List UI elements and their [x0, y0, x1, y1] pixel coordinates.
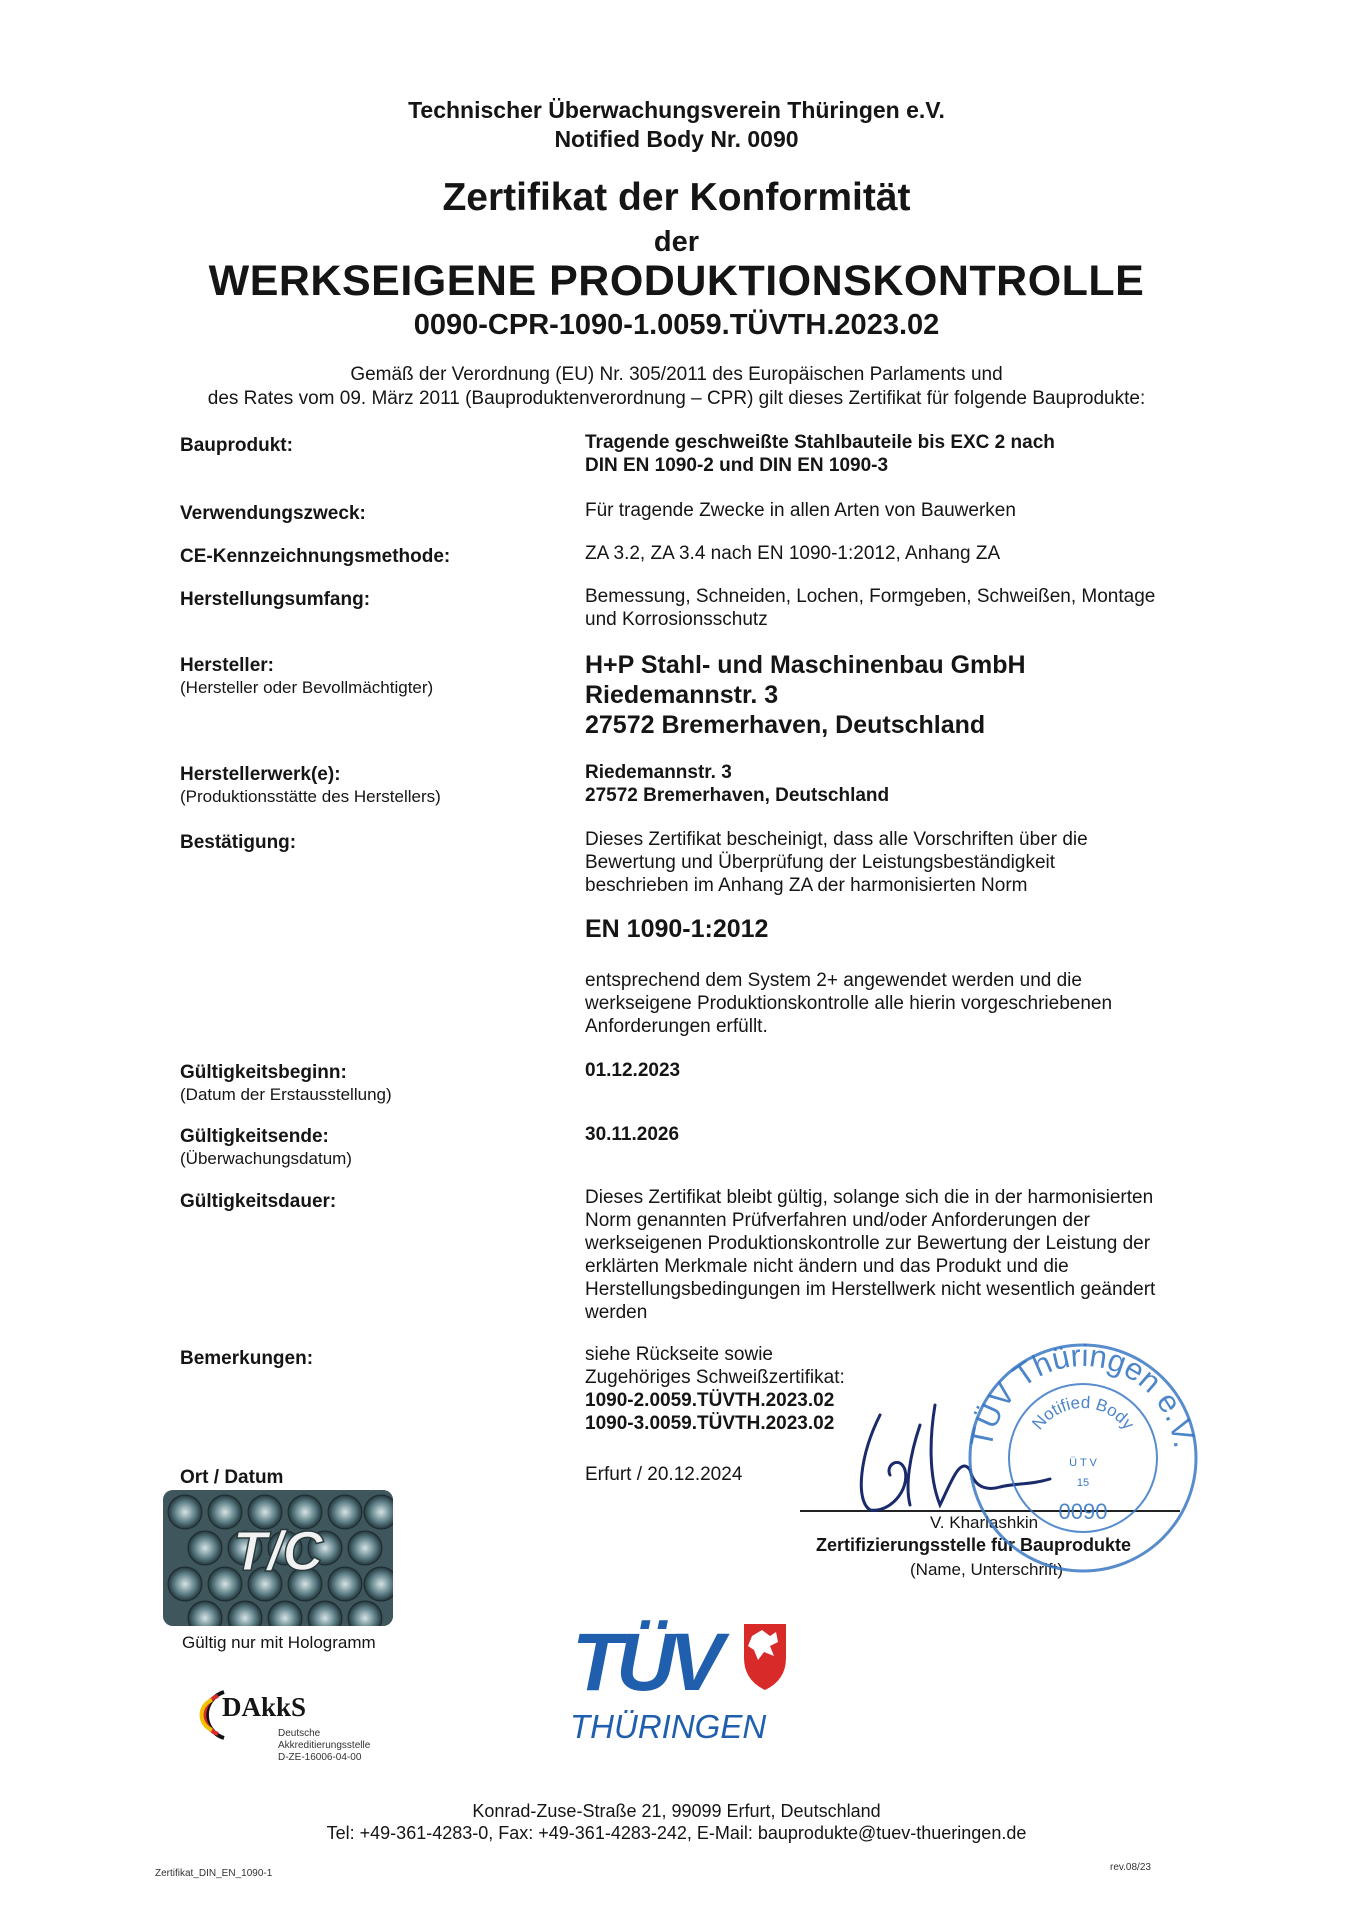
value-line: 27572 Bremerhaven, Deutschland [585, 785, 890, 806]
dakks-caption [278, 1728, 370, 1764]
signer-name: V. Kharlashkin [930, 1513, 1039, 1532]
hologram-pattern-icon [163, 1490, 393, 1626]
dakks-logo [196, 1688, 396, 1778]
stamp-outer-text: TÜV Thüringen e.V. [963, 1338, 1203, 1451]
value-line: werkseigene Produktionskontrolle alle hierin vorgeschriebenen [585, 993, 1113, 1014]
value-line: entsprechend dem System 2+ angewendet werden und die [585, 970, 1082, 991]
value-line: Tragende geschweißte Stahlbauteile bis EXC 2 nach [585, 432, 1055, 453]
value-line: siehe Rückseite sowie [585, 1344, 773, 1365]
certificate-number: 0090-CPR-1090-1.0059.TÜVTH.2023.02 [413, 309, 940, 341]
value-bestaetigung [585, 828, 1205, 897]
certificate-subject: WERKSEIGENE PRODUKTIONSKONTROLLE [208, 257, 1145, 305]
value-herstellerwerk [585, 761, 1205, 807]
manufacturer-street: Riedemannstr. 3 [585, 681, 779, 709]
dakks-line: Akkreditierungsstelle [278, 1740, 371, 1751]
value-bestaetigung-cont [585, 969, 1205, 1038]
label-bemerkungen: Bemerkungen: [180, 1348, 314, 1369]
value-line: Dieses Zertifikat bescheinigt, dass alle Vorschriften über die [585, 829, 1088, 850]
manufacturer-city: 27572 Bremerhaven, Deutschland [585, 711, 986, 739]
label-ce-methode: CE-Kennzeichnungsmethode: [180, 546, 451, 567]
intro-line: Gemäß der Verordnung (EU) Nr. 305/2011 des Europäischen Parlaments und [350, 364, 1003, 385]
label-text: Gültigkeitsbeginn: [180, 1062, 347, 1083]
tuv-logo-icon [572, 1618, 802, 1748]
tuv-region: THÜRINGEN [572, 1708, 767, 1745]
value-line: Anforderungen erfüllt. [585, 1016, 768, 1037]
label-subtext: (Hersteller oder Bevollmächtigter) [180, 678, 434, 697]
value-line: und Korrosionsschutz [585, 609, 768, 630]
value-line: erklärten Merkmale nicht ändern und das Produkt und die [585, 1256, 1069, 1277]
label-hersteller [180, 654, 433, 699]
weld-certificate-number: 1090-3.0059.TÜVTH.2023.02 [585, 1413, 835, 1434]
value-line: Herstellungsbedingungen im Herstellwerk nicht wesentlich geändert [585, 1279, 1156, 1300]
label-gueltigkeitsdauer: Gültigkeitsdauer: [180, 1191, 337, 1212]
label-bestaetigung: Bestätigung: [180, 832, 297, 853]
label-verwendungszweck: Verwendungszweck: [180, 503, 366, 524]
label-subtext: (Produktionsstätte des Herstellers) [180, 787, 441, 806]
value-line: Bewertung und Überprüfung der Leistungsbeständigkeit [585, 852, 1056, 873]
value-line: Zugehöriges Schweißzertifikat: [585, 1367, 845, 1388]
certificate-title-der: der [653, 226, 700, 258]
harmonised-norm: EN 1090-1:2012 [585, 915, 769, 943]
intro-paragraph [0, 363, 1353, 411]
form-revision: rev.08/23 [1110, 1862, 1151, 1873]
label-subtext: (Datum der Erstausstellung) [180, 1085, 392, 1104]
label-gueltigkeitsende [180, 1125, 352, 1170]
value-herstellungsumfang [585, 585, 1205, 631]
value-line: werden [585, 1302, 648, 1323]
value-line: Norm genannten Prüfverfahren und/oder Anforderungen der [585, 1210, 1090, 1231]
signer-office: Zertifizierungsstelle für Bauprodukte [816, 1535, 1132, 1555]
value-line: beschrieben im Anhang ZA der harmonisierten Norm [585, 875, 1028, 896]
value-line: Dieses Zertifikat bleibt gültig, solange sich die in der harmonisierten [585, 1187, 1154, 1208]
footer-phone-email: Tel: +49-361-4283-0, Fax: +49-361-4283-242, E-Mail: bauprodukte@tuev-thueringen.de [326, 1823, 1027, 1843]
footer-contact [0, 1800, 1353, 1844]
footer-address: Konrad-Zuse-Straße 21, 99099 Erfurt, Deutschland [472, 1801, 881, 1821]
value-gueltigkeitsende: 30.11.2026 [585, 1124, 680, 1145]
value-line: werkseigenen Produktionskontrolle zur Bewertung der Leistung der [585, 1233, 1151, 1254]
stamp-center-letters: Ü T V [1069, 1457, 1097, 1469]
dakks-name: DAkkS [222, 1692, 307, 1722]
hologram-sticker [163, 1490, 393, 1626]
label-subtext: (Überwachungsdatum) [180, 1149, 352, 1168]
certificate-title: Zertifikat der Konformität [442, 176, 911, 219]
value-hersteller [585, 650, 1205, 740]
hologram-text: T/C [232, 1519, 324, 1582]
label-herstellungsumfang: Herstellungsumfang: [180, 589, 371, 610]
official-stamp-icon [963, 1338, 1203, 1578]
form-id: Zertifikat_DIN_EN_1090-1 [155, 1868, 273, 1879]
issuer-name: Technischer Überwachungsverein Thüringen e.V. [408, 97, 945, 123]
value-gueltigkeitsdauer [585, 1186, 1205, 1324]
label-text: Gültigkeitsende: [180, 1126, 329, 1147]
label-gueltigkeitsbeginn [180, 1061, 392, 1106]
signer-caption: (Name, Unterschrift) [910, 1560, 1064, 1579]
tuv-thueringen-logo [572, 1618, 802, 1748]
tuv-mark: TÜV [572, 1618, 718, 1708]
svg-text:Notified Body [1028, 1393, 1138, 1434]
value-ort-datum: Erfurt / 20.12.2024 [585, 1464, 743, 1485]
stamp-inner-text: Notified Body [1028, 1392, 1138, 1434]
stamp-center-number: 15 [1076, 1477, 1090, 1489]
value-ce-methode: ZA 3.2, ZA 3.4 nach EN 1090-1:2012, Anhang ZA [585, 543, 1001, 564]
label-text: Herstellerwerk(e): [180, 764, 341, 785]
hologram-caption: Gültig nur mit Hologramm [182, 1633, 376, 1652]
value-bauprodukt [585, 431, 1205, 477]
value-gueltigkeitsbeginn: 01.12.2023 [585, 1060, 681, 1081]
intro-line: des Rates vom 09. März 2011 (Bauproduktenverordnung – CPR) gilt dieses Zertifikat für folgende Bauprodukte: [207, 388, 1146, 409]
value-verwendungszweck: Für tragende Zwecke in allen Arten von Bauwerken [585, 500, 1016, 521]
label-text: Hersteller: [180, 655, 274, 676]
dakks-line: Deutsche [278, 1728, 321, 1739]
value-line: Riedemannstr. 3 [585, 762, 732, 783]
notified-body-number: Notified Body Nr. 0090 [554, 126, 799, 152]
value-line: Bemessung, Schneiden, Lochen, Formgeben, Schweißen, Montage [585, 586, 1156, 607]
weld-certificate-number: 1090-2.0059.TÜVTH.2023.02 [585, 1390, 835, 1411]
manufacturer-name: H+P Stahl- und Maschinenbau GmbH [585, 651, 1026, 679]
dakks-accreditation-number: D-ZE-16006-04-00 [278, 1752, 362, 1763]
stamp-number: 0090 [1058, 1499, 1108, 1524]
value-line: DIN EN 1090-2 und DIN EN 1090-3 [585, 455, 889, 476]
issuer-header [0, 96, 1353, 154]
label-ort-datum: Ort / Datum [180, 1467, 284, 1488]
label-herstellerwerk [180, 763, 441, 808]
label-bauprodukt: Bauprodukt: [180, 435, 293, 456]
